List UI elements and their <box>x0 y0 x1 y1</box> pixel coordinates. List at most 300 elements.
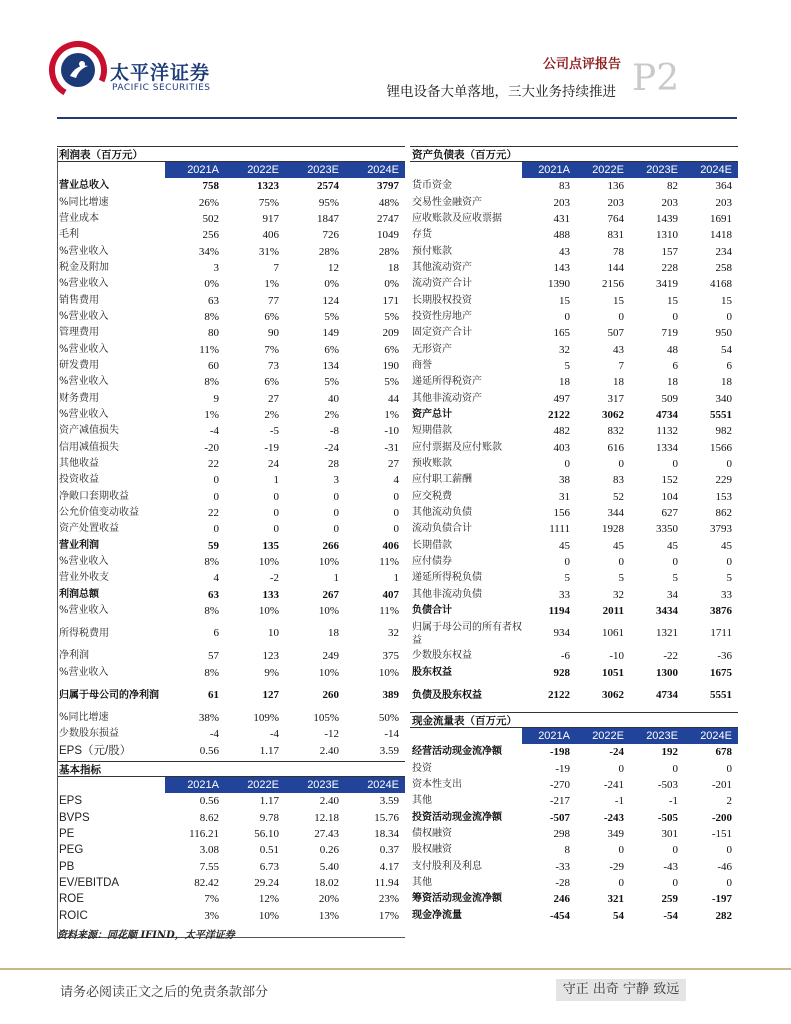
income-value-cell: 26% <box>198 196 219 209</box>
balance-value-cell: 1061 <box>602 627 624 640</box>
cashflow-value-cell: -46 <box>717 860 732 873</box>
balance-row <box>410 374 738 390</box>
income-value-cell: 4 <box>213 572 219 585</box>
balance-value-cell: 6 <box>726 360 732 373</box>
income-year-cell: 2023E <box>285 162 345 178</box>
income-value-cell: 0% <box>324 278 339 291</box>
basic-value-cell: 4.17 <box>379 860 399 873</box>
balance-value-cell: 2156 <box>602 278 624 291</box>
income-value-cell: 6% <box>264 311 279 324</box>
balance-row <box>410 570 738 586</box>
cashflow-value-cell: 2 <box>726 795 732 808</box>
income-row-label: 营业总收入 <box>59 180 109 192</box>
balance-row-label: 应付职工薪酬 <box>412 474 472 486</box>
income-row-label: 信用减值损失 <box>59 441 119 453</box>
income-value-cell: 0 <box>333 523 339 536</box>
income-value-cell: 1 <box>333 572 339 585</box>
cashflow-value-cell: -201 <box>711 778 732 791</box>
cashflow-title: 现金流量表（百万元） <box>410 712 738 728</box>
income-value-cell: -10 <box>384 425 399 438</box>
income-value-cell: 11% <box>199 343 219 356</box>
footer-divider <box>0 968 791 970</box>
balance-sheet-table <box>410 162 738 710</box>
income-statement-panel <box>57 146 405 924</box>
cashflow-value-cell: -151 <box>711 827 732 840</box>
balance-year-cell: 2021A <box>522 162 576 178</box>
balance-row <box>410 227 738 243</box>
balance-row <box>410 276 738 292</box>
income-value-cell: 12 <box>328 262 339 275</box>
income-row <box>57 648 405 664</box>
income-year-cell: 2021A <box>165 162 225 178</box>
income-row-label: 管理费用 <box>59 327 99 339</box>
income-value-cell: 22 <box>208 507 219 520</box>
income-value-cell: 0 <box>273 490 279 503</box>
basic-row-label: ROIC <box>59 909 88 922</box>
basic-value-cell: 7% <box>204 893 219 906</box>
income-value-cell: 6% <box>384 343 399 356</box>
income-row <box>57 505 405 521</box>
income-value-cell: 8% <box>204 666 219 679</box>
balance-value-cell: 15 <box>667 294 678 307</box>
income-row-label: 毛利 <box>59 229 79 241</box>
basic-value-cell: 1.17 <box>259 795 279 808</box>
balance-value-cell: 136 <box>607 180 624 193</box>
basic-value-cell: 11.94 <box>374 876 399 889</box>
balance-value-cell: 928 <box>553 666 570 679</box>
income-value-cell: 406 <box>262 229 279 242</box>
cashflow-value-cell: -503 <box>657 778 678 791</box>
balance-value-cell: 203 <box>661 196 678 209</box>
basic-value-cell: 6.73 <box>259 860 279 873</box>
income-value-cell: 1% <box>264 278 279 291</box>
income-row-label: 财务费用 <box>59 392 99 404</box>
balance-row-label: 其他非流动负债 <box>412 588 482 600</box>
balance-value-cell: 1310 <box>656 229 678 242</box>
balance-value-cell: 43 <box>559 245 570 258</box>
balance-row-label: 股东权益 <box>412 666 452 678</box>
basic-value-cell: 13% <box>318 909 339 922</box>
income-value-cell: 256 <box>202 229 219 242</box>
basic-row <box>57 891 405 907</box>
balance-value-cell: 165 <box>553 327 570 340</box>
balance-row <box>410 648 738 664</box>
income-value-cell: 10% <box>258 605 279 618</box>
income-row-label: %营业收入 <box>59 278 109 290</box>
balance-value-cell: 1132 <box>656 425 678 438</box>
income-value-cell: 34% <box>198 245 219 258</box>
income-value-cell: 61 <box>208 688 219 701</box>
cashflow-value-cell: -241 <box>603 778 624 791</box>
balance-row-label: 归属于母公司的所有者权益 <box>412 621 522 646</box>
income-value-cell: 1% <box>204 409 219 422</box>
income-value-cell: 190 <box>382 360 399 373</box>
balance-row <box>410 309 738 325</box>
balance-value-cell: 153 <box>715 490 732 503</box>
cashflow-value-cell: -200 <box>711 811 732 824</box>
basic-year-cell: 2021A <box>165 777 225 793</box>
income-value-cell: 209 <box>382 327 399 340</box>
income-value-cell: 3.59 <box>379 744 399 757</box>
income-value-cell: 135 <box>262 539 279 552</box>
basic-row-label: EPS <box>59 795 83 808</box>
balance-value-cell: 4168 <box>710 278 732 291</box>
balance-value-cell: 1418 <box>710 229 732 242</box>
balance-row-label: 长期股权投资 <box>412 294 472 306</box>
balance-year-cell: 2023E <box>630 162 684 178</box>
balance-value-cell: 54 <box>721 343 732 356</box>
cashflow-value-cell: 0 <box>672 762 678 775</box>
income-row <box>57 743 405 759</box>
balance-value-cell: 3876 <box>710 605 732 618</box>
balance-row <box>410 178 738 194</box>
balance-row <box>410 391 738 407</box>
balance-value-cell: 6 <box>672 360 678 373</box>
income-value-cell: 95% <box>318 196 339 209</box>
basic-value-cell: 0.51 <box>259 844 279 857</box>
income-value-cell: 80 <box>208 327 219 340</box>
balance-value-cell: 15 <box>613 294 624 307</box>
basic-value-cell: 82.42 <box>194 876 219 889</box>
income-value-cell: 1847 <box>317 213 339 226</box>
income-row <box>57 260 405 276</box>
balance-row <box>410 619 738 648</box>
basic-value-cell: 18.34 <box>374 827 399 840</box>
cashflow-value-cell: -1 <box>668 795 678 808</box>
basic-row <box>57 793 405 809</box>
income-row <box>57 570 405 586</box>
income-row-label: %营业收入 <box>59 666 109 678</box>
balance-row-label: 货币资金 <box>412 180 452 192</box>
cashflow-value-cell: -217 <box>549 795 570 808</box>
basic-row-label: PB <box>59 860 75 873</box>
cashflow-value-cell: 349 <box>607 827 624 840</box>
income-row-label: %同比增速 <box>59 196 109 208</box>
income-value-cell: 171 <box>382 294 399 307</box>
income-value-cell: 0 <box>393 490 399 503</box>
income-row <box>57 293 405 309</box>
cashflow-value-cell: 246 <box>553 893 570 906</box>
income-value-cell: 3 <box>333 474 339 487</box>
basic-row-label: PEG <box>59 844 84 857</box>
balance-value-cell: 1051 <box>602 666 624 679</box>
basic-row <box>57 875 405 891</box>
balance-value-cell: 32 <box>613 588 624 601</box>
income-value-cell: 0 <box>213 523 219 536</box>
income-value-cell: 63 <box>208 588 219 601</box>
balance-value-cell: 3419 <box>656 278 678 291</box>
income-value-cell: 1 <box>393 572 399 585</box>
cashflow-value-cell: 0 <box>726 844 732 857</box>
balance-value-cell: 340 <box>715 392 732 405</box>
income-value-cell: 60 <box>208 360 219 373</box>
left-frame-line <box>57 148 58 938</box>
income-value-cell: 1323 <box>257 180 279 193</box>
balance-value-cell: 18 <box>613 376 624 389</box>
balance-value-cell: 0 <box>672 311 678 324</box>
income-row <box>57 681 405 710</box>
income-value-cell: -4 <box>209 425 219 438</box>
balance-value-cell: 156 <box>553 507 570 520</box>
cashflow-row-label: 投资活动现金流净额 <box>412 811 502 823</box>
balance-value-cell: 4734 <box>656 688 678 701</box>
balance-row-label: 固定资产合计 <box>412 327 472 339</box>
balance-value-cell: 431 <box>553 213 570 226</box>
income-row-label: 投资收益 <box>59 474 99 486</box>
balance-value-cell: 3062 <box>602 688 624 701</box>
balance-sheet-title: 资产负债表（百万元） <box>410 146 738 162</box>
balance-value-cell: 258 <box>715 262 732 275</box>
income-value-cell: 2% <box>324 409 339 422</box>
balance-value-cell: 229 <box>715 474 732 487</box>
income-row <box>57 489 405 505</box>
balance-row-label: 其他流动资产 <box>412 262 472 274</box>
cashflow-value-cell: -28 <box>555 876 570 889</box>
income-value-cell: -19 <box>264 441 279 454</box>
cashflow-value-cell: -198 <box>549 746 570 759</box>
balance-value-cell: 33 <box>721 588 732 601</box>
balance-row-label: 存货 <box>412 229 432 241</box>
income-value-cell: 73 <box>268 360 279 373</box>
income-value-cell: 28% <box>318 245 339 258</box>
basic-value-cell: 3.08 <box>199 844 219 857</box>
balance-value-cell: 2122 <box>548 688 570 701</box>
income-value-cell: 11% <box>379 605 399 618</box>
income-value-cell: 44 <box>388 392 399 405</box>
balance-value-cell: 203 <box>553 196 570 209</box>
balance-row-label: 预付账款 <box>412 245 452 257</box>
balance-row <box>410 244 738 260</box>
income-value-cell: 0 <box>333 507 339 520</box>
cashflow-row-label: 其他 <box>412 795 432 807</box>
balance-sheet-panel <box>410 146 738 924</box>
balance-value-cell: 33 <box>559 588 570 601</box>
basic-year-cell: 2023E <box>285 777 345 793</box>
income-row <box>57 358 405 374</box>
income-value-cell: 105% <box>313 712 339 724</box>
income-row-label: EPS（元/股） <box>59 744 132 757</box>
cashflow-year-cell: 2022E <box>576 728 630 744</box>
income-value-cell: 726 <box>322 229 339 242</box>
income-row <box>57 587 405 603</box>
income-value-cell: 124 <box>322 294 339 307</box>
income-value-cell: 63 <box>208 294 219 307</box>
income-statement-title: 利润表（百万元） <box>57 146 405 162</box>
balance-value-cell: 3350 <box>656 523 678 536</box>
income-value-cell: 48% <box>378 196 399 209</box>
balance-value-cell: 52 <box>613 490 624 503</box>
income-value-cell: 27 <box>268 392 279 405</box>
income-row <box>57 440 405 456</box>
income-row <box>57 195 405 211</box>
cashflow-row <box>410 826 738 842</box>
footer-disclaimer: 请务必阅读正文之后的免责条款部分 <box>60 985 269 1000</box>
income-value-cell: 8% <box>204 376 219 389</box>
cashflow-value-cell: -54 <box>663 909 678 922</box>
balance-row <box>410 505 738 521</box>
balance-row <box>410 407 738 423</box>
logo-english-name: PACIFIC SECURITIES <box>112 83 211 93</box>
cashflow-value-cell: 0 <box>618 844 624 857</box>
balance-value-cell: 152 <box>661 474 678 487</box>
balance-value-cell: 4734 <box>656 409 678 422</box>
balance-row-label: 短期借款 <box>412 425 452 437</box>
cashflow-row-label: 经营活动现金流净额 <box>412 746 502 758</box>
balance-value-cell: 83 <box>559 180 570 193</box>
report-title: 锂电设备大单落地，三大业务持续推进 <box>386 84 616 100</box>
balance-row <box>410 665 738 681</box>
basic-indicators-table <box>57 777 405 924</box>
cashflow-value-cell: -197 <box>711 893 732 906</box>
income-value-cell: 10% <box>318 605 339 618</box>
cashflow-row-label: 投资 <box>412 762 432 774</box>
balance-value-cell: 5 <box>618 572 624 585</box>
income-value-cell: 917 <box>262 213 279 226</box>
basic-value-cell: 0.37 <box>379 844 399 857</box>
cashflow-row-label: 股权融资 <box>412 844 452 856</box>
balance-row-label: 无形资产 <box>412 343 452 355</box>
cashflow-value-cell: 0 <box>672 844 678 857</box>
balance-value-cell: 488 <box>553 229 570 242</box>
income-row-label: 营业外收支 <box>59 572 109 584</box>
income-value-cell: 9 <box>213 392 219 405</box>
cashflow-value-cell: 8 <box>564 844 570 857</box>
balance-value-cell: 1566 <box>710 441 732 454</box>
logo-chinese-name: 太平洋证券 <box>110 62 211 84</box>
balance-row <box>410 342 738 358</box>
cashflow-year-cell: 2024E <box>684 728 738 744</box>
income-row <box>57 726 405 742</box>
balance-row <box>410 472 738 488</box>
balance-value-cell: 228 <box>661 262 678 275</box>
income-row <box>57 407 405 423</box>
income-value-cell: 7 <box>273 262 279 275</box>
income-row-label: 净利润 <box>59 650 89 662</box>
income-value-cell: 57 <box>208 650 219 663</box>
income-value-cell: 31% <box>258 245 279 258</box>
income-row <box>57 309 405 325</box>
basic-value-cell: 10% <box>258 909 279 922</box>
pacific-securities-logo-icon <box>48 40 108 100</box>
balance-row-label: 递延所得税资产 <box>412 376 482 388</box>
balance-value-cell: 0 <box>672 556 678 569</box>
income-row-label: 归属于母公司的净利润 <box>59 689 159 701</box>
income-row <box>57 456 405 472</box>
basic-value-cell: 27.43 <box>314 827 339 840</box>
income-value-cell: 2574 <box>317 180 339 193</box>
cashflow-year-header <box>410 728 738 744</box>
cashflow-table <box>410 728 738 924</box>
income-value-cell: 8% <box>204 556 219 569</box>
balance-row-label: 其他流动负债 <box>412 507 472 519</box>
income-value-cell: 11% <box>379 556 399 569</box>
income-row-label: 所得税费用 <box>59 628 109 640</box>
balance-value-cell: 48 <box>667 343 678 356</box>
income-value-cell: 4 <box>393 474 399 487</box>
balance-value-cell: 403 <box>553 441 570 454</box>
income-value-cell: -5 <box>269 425 279 438</box>
income-value-cell: -4 <box>269 728 279 741</box>
income-row <box>57 665 405 681</box>
income-value-cell: 0% <box>384 278 399 291</box>
income-row-label: 少数股东损益 <box>59 728 119 740</box>
balance-row-label: 应付债券 <box>412 556 452 568</box>
basic-value-cell: 116.21 <box>189 827 219 840</box>
balance-value-cell: 1334 <box>656 441 678 454</box>
balance-value-cell: 78 <box>613 245 624 258</box>
income-value-cell: 149 <box>322 327 339 340</box>
balance-row <box>410 358 738 374</box>
income-value-cell: 6 <box>213 627 219 640</box>
income-row <box>57 603 405 619</box>
income-value-cell: 127 <box>262 688 279 701</box>
basic-indicators-title: 基本指标 <box>57 761 405 777</box>
balance-value-cell: 0 <box>618 556 624 569</box>
report-type: 公司点评报告 <box>542 57 621 72</box>
balance-row-label: 交易性金融资产 <box>412 196 482 208</box>
balance-value-cell: 5 <box>564 360 570 373</box>
cashflow-year-cell: 2023E <box>630 728 684 744</box>
income-row-label: 其他收益 <box>59 458 99 470</box>
balance-value-cell: 0 <box>564 311 570 324</box>
balance-row <box>410 554 738 570</box>
income-value-cell: 0 <box>213 490 219 503</box>
income-value-cell: 1 <box>273 474 279 487</box>
balance-value-cell: 7 <box>618 360 624 373</box>
income-row-label: %营业收入 <box>59 605 109 617</box>
basic-header-blank <box>57 777 165 793</box>
balance-row-label: 投资性房地产 <box>412 311 472 323</box>
income-value-cell: 134 <box>322 360 339 373</box>
cashflow-row-label: 债权融资 <box>412 827 452 839</box>
balance-year-cell: 2022E <box>576 162 630 178</box>
income-row <box>57 619 405 648</box>
income-value-cell: 32 <box>388 627 399 640</box>
income-value-cell: 38% <box>198 712 219 724</box>
balance-value-cell: 0 <box>618 311 624 324</box>
income-value-cell: 2747 <box>377 213 399 226</box>
cashflow-value-cell: -270 <box>549 778 570 791</box>
basic-value-cell: 20% <box>318 893 339 906</box>
income-row-label: %营业收入 <box>59 311 109 323</box>
balance-value-cell: 18 <box>721 376 732 389</box>
income-statement-table <box>57 162 405 759</box>
balance-year-header <box>410 162 738 178</box>
cashflow-row <box>410 875 738 891</box>
income-row-label: 净敞口套期收益 <box>59 490 129 502</box>
income-value-cell: 406 <box>382 539 399 552</box>
balance-value-cell: 0 <box>726 311 732 324</box>
income-value-cell: 59 <box>208 539 219 552</box>
balance-value-cell: 83 <box>613 474 624 487</box>
balance-value-cell: 764 <box>607 213 624 226</box>
income-row-label: %营业收入 <box>59 376 109 388</box>
page-header <box>0 0 791 118</box>
balance-value-cell: 43 <box>613 343 624 356</box>
cashflow-row <box>410 907 738 923</box>
income-row-label: %营业收入 <box>59 409 109 421</box>
income-value-cell: 10% <box>258 556 279 569</box>
income-value-cell: 260 <box>322 688 339 701</box>
income-year-header <box>57 162 405 178</box>
income-row <box>57 472 405 488</box>
income-value-cell: 18 <box>388 262 399 275</box>
income-value-cell: 0 <box>273 523 279 536</box>
balance-value-cell: 0 <box>564 556 570 569</box>
cashflow-row <box>410 777 738 793</box>
basic-row <box>57 809 405 825</box>
page-number: P2 <box>632 58 680 99</box>
